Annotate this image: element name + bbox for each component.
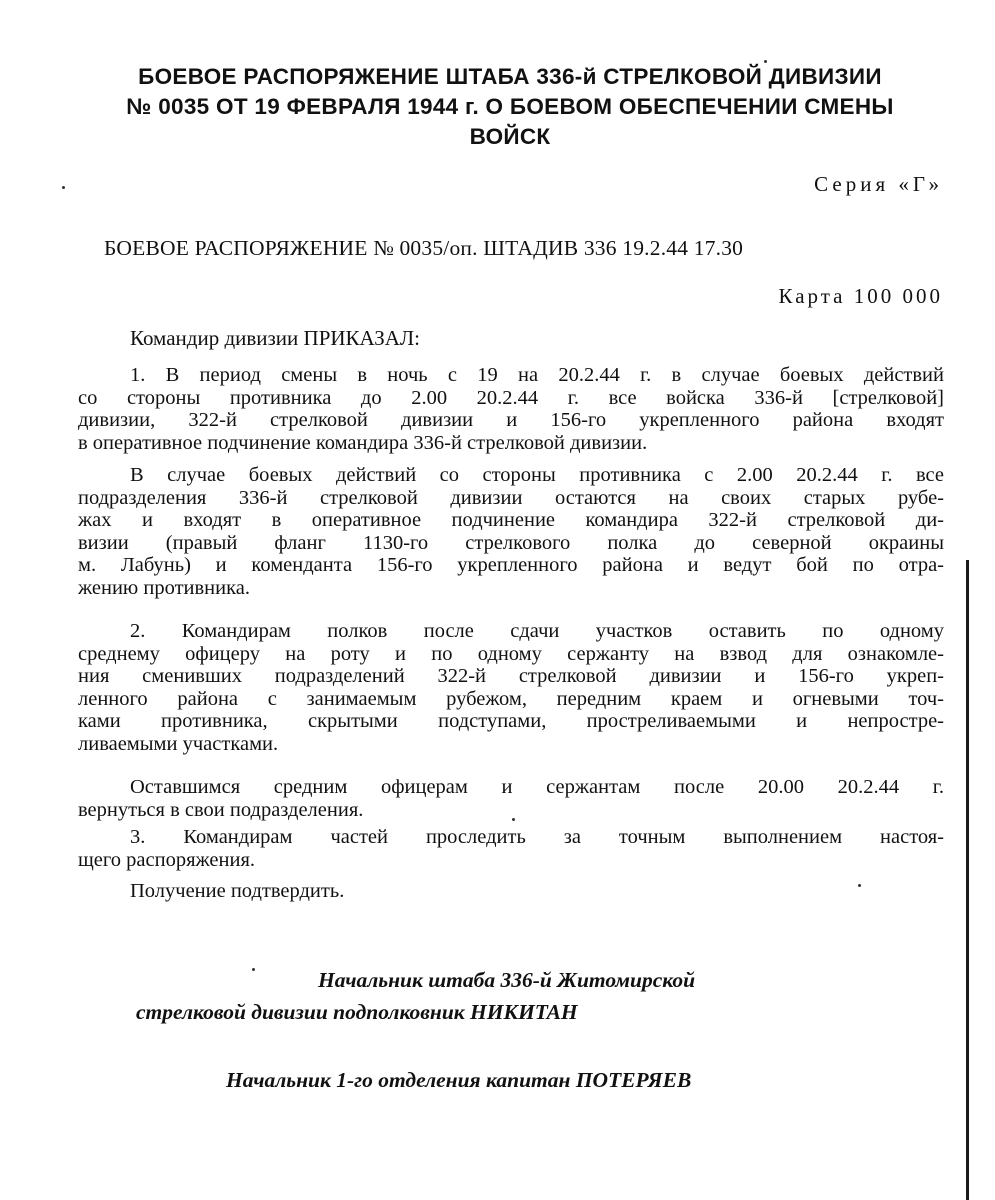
paragraph-line: щего распоряжения. (78, 848, 255, 871)
paragraph-line: м. Лабунь) и коменданта 156-го укрепленного района и ведут бой по отра- (78, 554, 944, 577)
paragraph-line: жению противника. (78, 576, 250, 599)
paragraph-line: среднему офицеру на роту и по одному сержанту на взвод для ознакомле- (78, 642, 944, 665)
paragraph-line: Получение подтвердить. (130, 880, 345, 902)
paragraph-line: жах и входят в оперативное подчинение командира 322-й стрелковой ди- (78, 509, 944, 532)
scan-edge-line (966, 560, 969, 1200)
paragraph-line: ливаемыми участками. (78, 732, 279, 755)
scan-speck (512, 818, 515, 821)
signature-chief-of-staff-line-1: Начальник штаба 336-й Житомирской (318, 968, 696, 992)
paragraph-line: дивизии, 322-й стрелковой дивизии и 156-го укрепленного района входят (78, 409, 944, 432)
paragraph-line: ния сменивших подразделений 322-й стрелковой дивизии и 156-го укреп- (78, 665, 944, 688)
title-line-1: БОЕВОЕ РАСПОРЯЖЕНИЕ ШТАБА 336-й СТРЕЛКОВОЙ ДИВИЗИИ (138, 64, 882, 89)
paragraph-6 (78, 880, 944, 903)
scan-speck (764, 60, 767, 63)
title-line-2: № 0035 ОТ 19 ФЕВРАЛЯ 1944 г. О БОЕВОМ ОБЕСПЕЧЕНИИ СМЕНЫ (126, 94, 894, 119)
map-scale: Карта 100 000 (778, 284, 943, 308)
order-intro: Командир дивизии ПРИКАЗАЛ: (130, 326, 420, 350)
signature-section-chief: Начальник 1-го отделения капитан ПОТЕРЯЕВ (226, 1068, 692, 1092)
paragraph-line: 2. Командирам полков после сдачи участков оставить по одному (130, 620, 944, 642)
paragraph-line: 3. Командирам частей проследить за точным выполнением настоя- (130, 826, 944, 848)
paragraph-line: Оставшимся средним офицерам и сержантам после 20.00 20.2.44 г. (130, 776, 944, 798)
paragraph-line: В случае боевых действий со стороны противника с 2.00 20.2.44 г. все (130, 464, 944, 486)
paragraph-4 (78, 776, 944, 821)
paragraph-line: в оперативное подчинение командира 336-й стрелковой дивизии. (78, 431, 648, 454)
paragraph-line: подразделения 336-й стрелковой дивизии остаются на своих старых рубе- (78, 486, 944, 509)
paragraph-line: визии (правый фланг 1130-го стрелкового полка до северной окраины (78, 531, 944, 554)
paragraph-line: ленного района с занимаемым рубежом, передним краем и огневыми точ- (78, 687, 944, 710)
paragraph-line: ками противника, скрытыми подступами, простреливаемыми и непростре- (78, 710, 944, 733)
paragraph-5 (78, 826, 944, 871)
scan-speck (252, 968, 255, 971)
paragraph-line: со стороны противника до 2.00 20.2.44 г. все войска 336-й [стрелковой] (78, 386, 944, 409)
signature-chief-of-staff-line-2: стрелковой дивизии подполковник НИКИТАН (136, 1000, 578, 1024)
paragraph-1 (78, 364, 944, 454)
series-label: Серия «Г» (814, 172, 943, 196)
paragraph-3 (78, 620, 944, 756)
scan-speck (858, 884, 861, 887)
paragraph-line: вернуться в свои подразделения. (78, 798, 364, 821)
scan-speck (62, 186, 65, 189)
paragraph-line: 1. В период смены в ночь с 19 на 20.2.44 г. в случае боевых действий (130, 364, 944, 386)
document-title (60, 62, 960, 152)
title-line-3: ВОЙСК (469, 124, 551, 149)
order-subheading: БОЕВОЕ РАСПОРЯЖЕНИЕ № 0035/оп. ШТАДИВ 336 19.2.44 17.30 (104, 236, 744, 260)
paragraph-2 (78, 464, 944, 600)
